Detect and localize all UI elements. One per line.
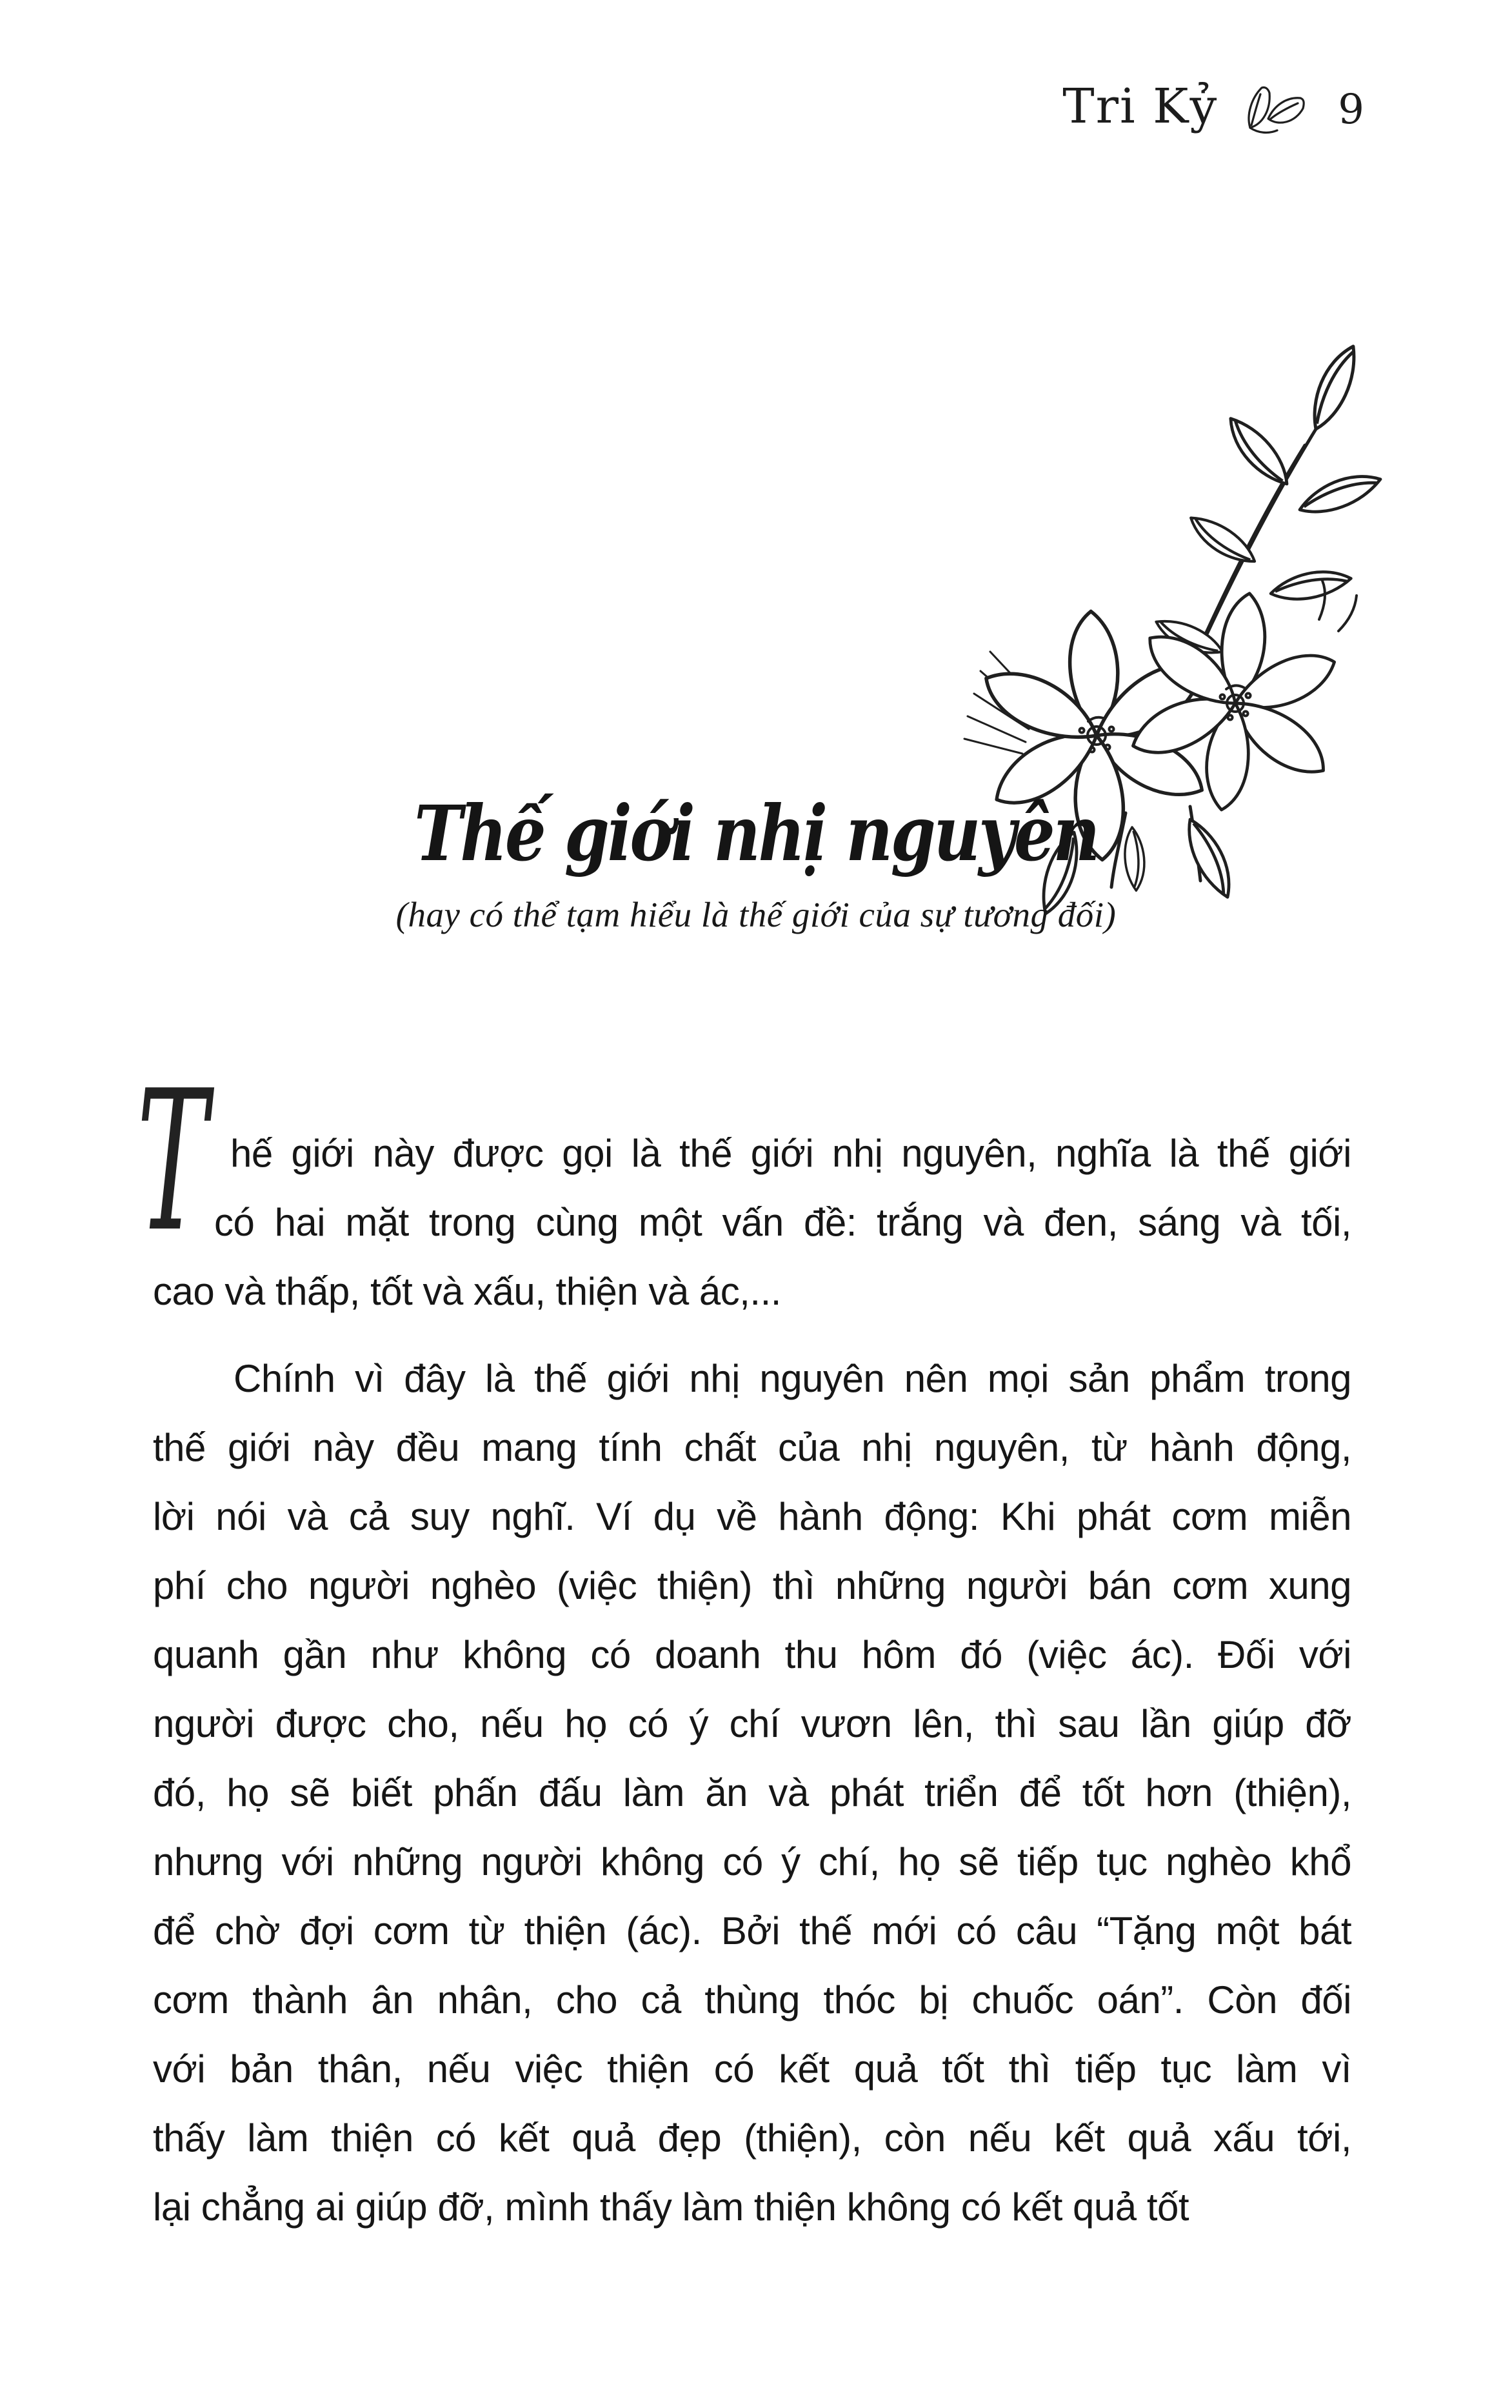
body-line: lời nói và cả suy nghĩ. Ví dụ về hành động: Khi phát cơm miễn xyxy=(153,1495,1351,1538)
paragraph-2 xyxy=(153,1344,1351,2242)
body-line: với bản thân, nếu việc thiện có kết quả tốt thì tiếp tục làm vì xyxy=(153,2047,1351,2091)
body-line: phí cho người nghèo (việc thiện) thì những người bán cơm xung xyxy=(153,1564,1351,1607)
body-line: lại chẳng ai giúp đỡ, mình thấy làm thiện không có kết quả tốt xyxy=(153,2185,1189,2229)
body-line: có hai mặt trong cùng một vấn đề: trắng và đen, sáng và tối, xyxy=(214,1201,1351,1244)
chapter-title: Thế giới nhị nguyên xyxy=(414,788,1098,878)
body-line: hế giới này được gọi là thế giới nhị nguyên, nghĩa là thế giới xyxy=(230,1132,1351,1175)
leaf-sprig-icon xyxy=(1240,81,1316,141)
running-header xyxy=(1062,72,1364,141)
paragraph-1 xyxy=(137,1049,1351,1326)
body-line: Chính vì đây là thế giới nhị nguyên nên mọi sản phẩm trong xyxy=(234,1357,1351,1400)
body-text xyxy=(137,1049,1351,2242)
body-line: cơm thành ân nhân, cho cả thùng thóc bị chuốc oán”. Còn đối xyxy=(153,1978,1351,2022)
chapter-subtitle: (hay có thể tạm hiểu là thế giới của sự tương đối) xyxy=(395,895,1117,934)
body-line: thấy làm thiện có kết quả đẹp (thiện), còn nếu kết quả xấu tới, xyxy=(153,2116,1351,2160)
body-line: thế giới này đều mang tính chất của nhị nguyên, từ hành động, xyxy=(153,1426,1351,1469)
body-line: để chờ đợi cơm từ thiện (ác). Bởi thế mới có câu “Tặng một bát xyxy=(153,1909,1351,1952)
body-line: quanh gần như không có doanh thu hôm đó (việc ác). Đối với xyxy=(153,1633,1351,1676)
drop-cap: T xyxy=(137,1049,208,1274)
body-line: đó, họ sẽ biết phấn đấu làm ăn và phát triển để tốt hơn (thiện), xyxy=(153,1771,1351,1814)
page-number: 9 xyxy=(1338,86,1364,134)
body-line: nhưng với những người không có ý chí, họ sẽ tiếp tục nghèo khổ xyxy=(153,1840,1351,1883)
body-line: người được cho, nếu họ có ý chí vươn lên, thì sau lần giúp đỡ xyxy=(153,1702,1351,1745)
body-line: cao và thấp, tốt và xấu, thiện và ác,... xyxy=(153,1270,781,1313)
book-title: Tri Kỷ xyxy=(1062,79,1219,134)
